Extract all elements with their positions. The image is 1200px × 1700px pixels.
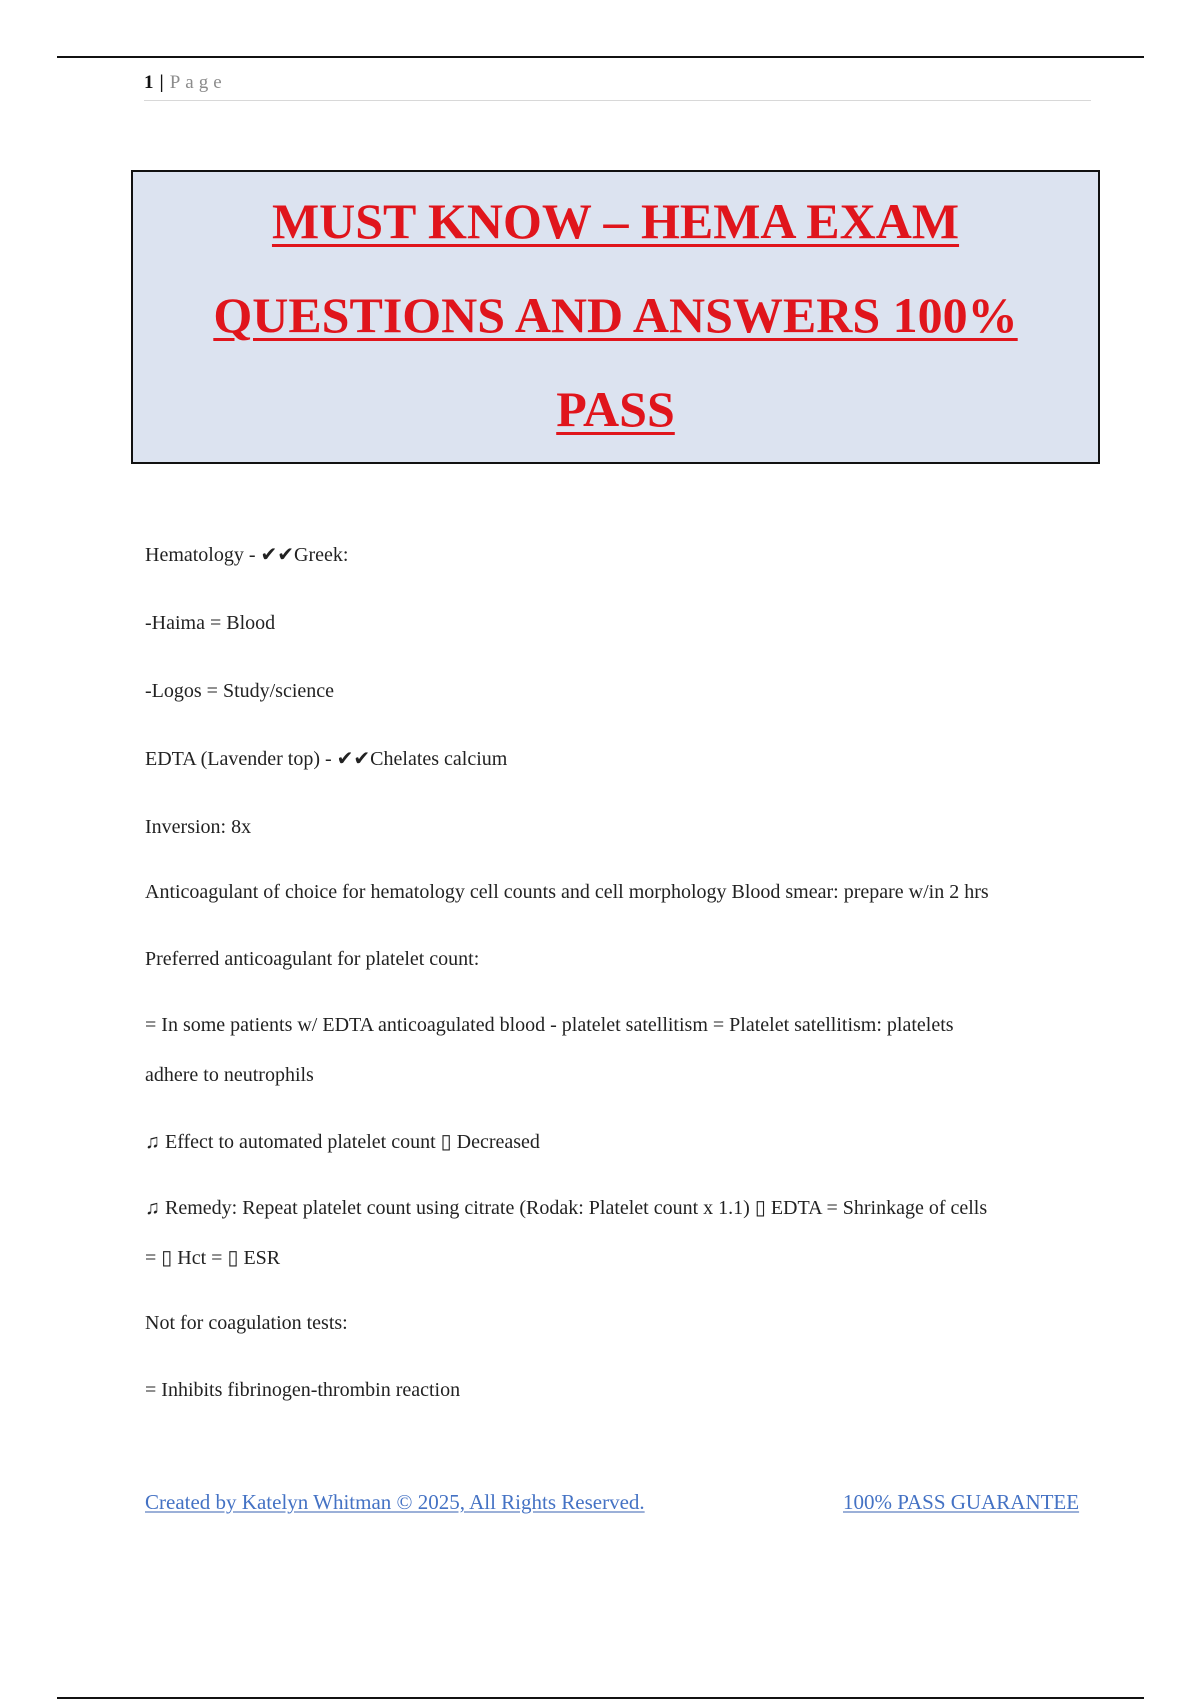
footer-guarantee-text: 100% PASS GUARANTEE [843,1490,1080,1514]
paragraph-hematology: Hematology - ✔✔Greek: [145,544,349,566]
paragraph-haima: -Haima = Blood [145,612,276,634]
title-line-3: PASS [556,380,675,437]
title-box [131,170,1100,464]
top-rule [57,56,1144,58]
bottom-rule [57,1697,1144,1699]
footer-copyright-text: Created by Katelyn Whitman © 2025, All Rights Reserved. [145,1490,645,1514]
title-line-1: MUST KNOW – HEMA EXAM [271,192,960,249]
paragraph-remedy-line2: = ▯ Hct = ▯ ESR [145,1247,281,1269]
paragraph-logos: -Logos = Study/science [145,680,335,702]
title-line-2: QUESTIONS AND ANSWERS 100% [213,286,1018,343]
page-number: 1 [144,72,154,93]
paragraph-inhibits: = Inhibits fibrinogen-thrombin reaction [145,1379,461,1401]
paragraph-satellitism-line1: = In some patients w/ EDTA anticoagulated blood - platelet satellitism = Platelet satellitism: platelets [145,1014,954,1036]
paragraph-edta: EDTA (Lavender top) - ✔✔Chelates calcium [145,748,508,770]
page-separator: | [159,72,164,93]
footer-guarantee [843,1490,1079,1515]
footer-copyright [145,1490,645,1515]
page-word: Page [169,72,227,93]
paragraph-satellitism-line2: adhere to neutrophils [145,1064,314,1086]
paragraph-inversion: Inversion: 8x [145,816,252,838]
page-header [144,72,1091,101]
paragraph-anticoagulant-choice: Anticoagulant of choice for hematology cell counts and cell morphology Blood smear: prepare w/in 2 hrs [145,881,989,903]
paragraph-preferred-anticoagulant: Preferred anticoagulant for platelet count: [145,948,480,970]
paragraph-not-for-coagulation: Not for coagulation tests: [145,1312,348,1334]
paragraph-effect: ♫ Effect to automated platelet count ▯ Decreased [145,1131,540,1153]
paragraph-remedy-line1: ♫ Remedy: Repeat platelet count using citrate (Rodak: Platelet count x 1.1) ▯ EDTA = Shrinkage of cells [145,1197,988,1219]
